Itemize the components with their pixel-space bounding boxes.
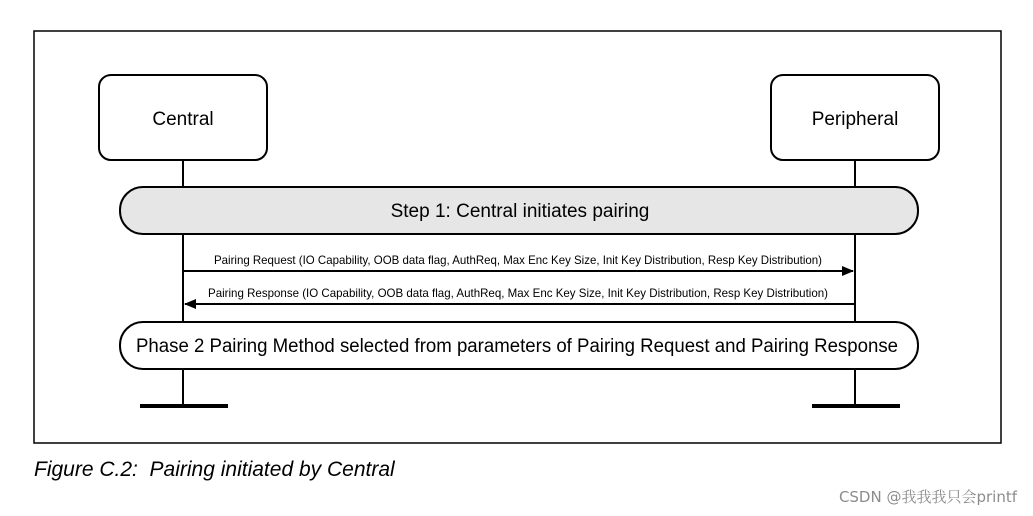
pairing-response-message <box>185 286 855 304</box>
step1-label: Step 1: Central initiates pairing <box>390 201 650 222</box>
phase2-bar <box>120 322 918 369</box>
central-label: Central <box>152 109 214 130</box>
pairing-request-label: Pairing Request (IO Capability, OOB data flag, AuthReq, Max Enc Key Size, Init Key Distribution, Resp Key Distribution) <box>214 253 822 267</box>
csdn-watermark: CSDN @我我我只会printf <box>838 488 1017 506</box>
step1-bar <box>120 187 918 234</box>
central-participant-box <box>99 75 267 160</box>
phase2-label: Phase 2 Pairing Method selected from parameters of Pairing Request and Pairing Response <box>136 336 898 357</box>
peripheral-label: Peripheral <box>811 109 899 130</box>
pairing-request-message <box>183 253 853 271</box>
peripheral-participant-box <box>771 75 939 160</box>
figure-caption: Figure C.2: Pairing initiated by Central <box>34 458 395 481</box>
pairing-response-label: Pairing Response (IO Capability, OOB data flag, AuthReq, Max Enc Key Size, Init Key Distribution, Resp Key Distribution) <box>208 286 829 300</box>
